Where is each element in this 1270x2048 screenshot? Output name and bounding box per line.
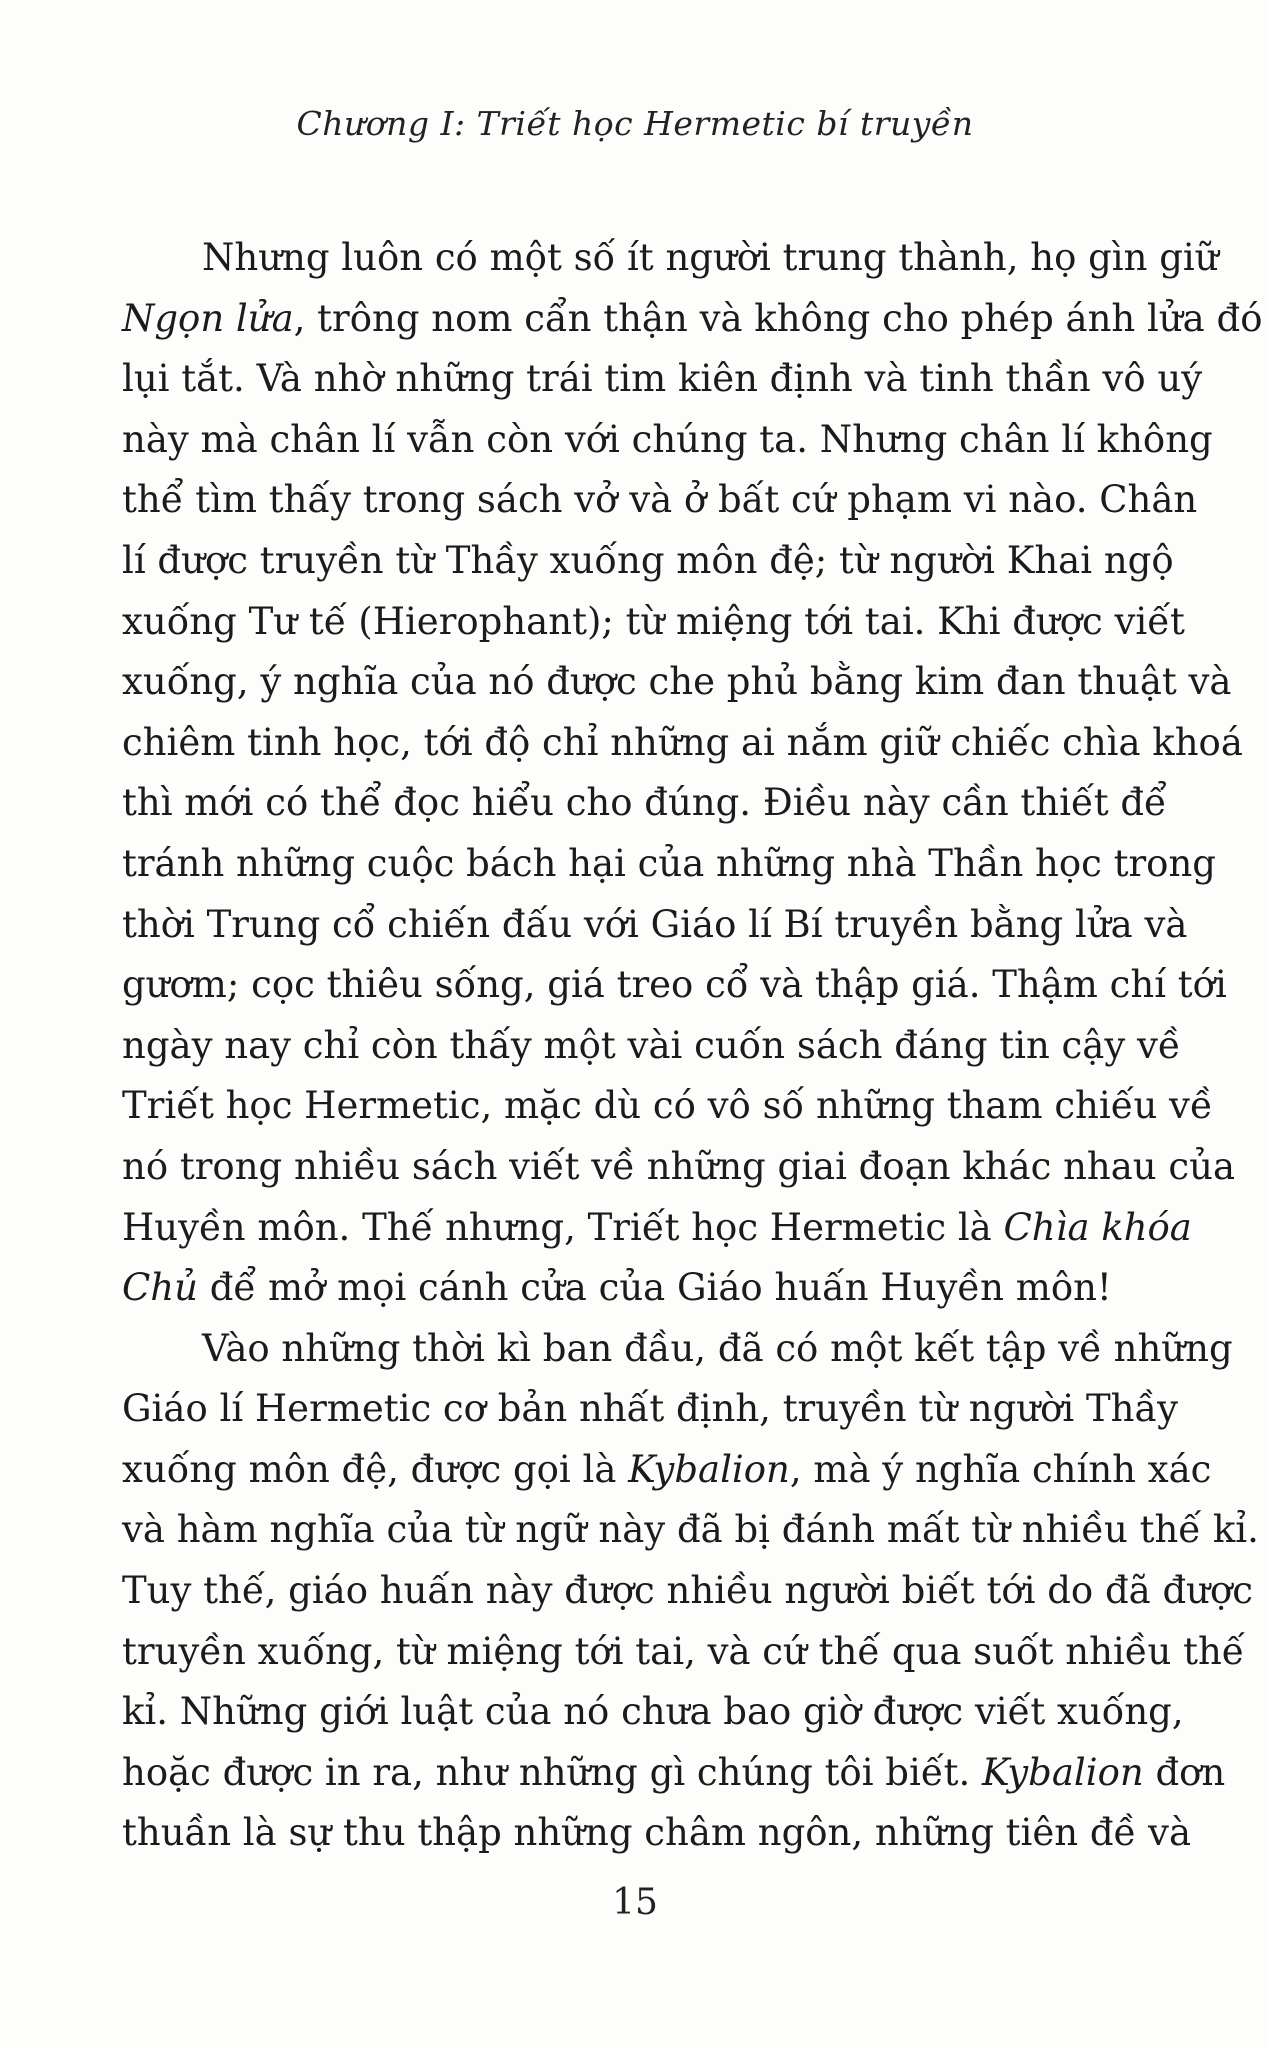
text-run: , mà ý nghĩa chính xác	[789, 1447, 1212, 1491]
text-line	[122, 1198, 1192, 1259]
page-number: 15	[612, 1882, 658, 1923]
text-line	[122, 955, 1227, 1016]
text-line	[122, 834, 1216, 895]
text-run: thể tìm thấy trong sách vở và ở bất cứ phạm vi nào. Chân	[122, 478, 1198, 522]
text-run: hoặc được in ra, như những gì chúng tôi biết.	[122, 1750, 982, 1794]
text-run: Tuy thế, giáo huấn này được nhiều người biết tới do đã được	[122, 1569, 1253, 1613]
text-line	[122, 1440, 1212, 1501]
text-run: truyền xuống, từ miệng tới tai, và cứ thế qua suốt nhiều thế	[122, 1629, 1245, 1673]
text-run: tránh những cuộc bách hại của những nhà Thần học trong	[122, 841, 1216, 885]
text-run: xuống, ý nghĩa của nó được che phủ bằng kim đan thuật và	[122, 660, 1232, 704]
text-run: thuần là sự thu thập những châm ngôn, những tiên đề và	[122, 1811, 1192, 1855]
text-line	[122, 228, 1219, 289]
text-line	[122, 1258, 1125, 1319]
text-run: lí được truyền từ Thầy xuống môn đệ; từ người Khai ngộ	[122, 538, 1174, 582]
text-run: Nhưng luôn có một số ít người trung thành, họ gìn giữ	[202, 236, 1219, 279]
text-line	[122, 1743, 1226, 1804]
italic-text: Chủ	[122, 1266, 198, 1310]
text-run: thời Trung cổ chiến đấu với Giáo lí Bí truyền bằng lửa và	[122, 902, 1188, 946]
text-run: Vào những thời kì ban đầu, đã có một kết tập về những	[202, 1326, 1233, 1370]
text-line	[122, 592, 1185, 653]
text-run: lụi tắt. Và nhờ những trái tim kiên định và tinh thần vô uý	[122, 357, 1203, 401]
text-run: kỉ. Những giới luật của nó chưa bao giờ được viết xuống,	[122, 1690, 1184, 1734]
text-line	[122, 289, 1263, 350]
text-line	[122, 1319, 1233, 1380]
text-run: gươm; cọc thiêu sống, giá treo cổ và thập giá. Thậm chí tới	[122, 963, 1227, 1007]
text-run: thì mới có thể đọc hiểu cho đúng. Điều này cần thiết để	[122, 781, 1167, 825]
text-line	[122, 1076, 1213, 1137]
italic-text: Ngọn lửa	[122, 296, 294, 340]
body-text	[122, 228, 1263, 1864]
text-run: đơn	[1143, 1750, 1226, 1794]
text-line	[122, 531, 1174, 592]
paragraph-2	[122, 1319, 1259, 1864]
text-line	[122, 895, 1188, 956]
text-line	[122, 1622, 1245, 1683]
text-run: và hàm nghĩa của từ ngữ này đã bị đánh mất từ nhiều thế kỉ.	[122, 1508, 1259, 1552]
text-run: này mà chân lí vẫn còn với chúng ta. Nhưng chân lí không	[122, 417, 1213, 461]
text-line	[122, 1803, 1192, 1864]
text-run: nó trong nhiều sách viết về những giai đoạn khác nhau của	[122, 1144, 1235, 1188]
paragraph-1	[122, 228, 1263, 1319]
text-line	[122, 470, 1198, 531]
text-line	[122, 1682, 1184, 1743]
text-run: chiêm tinh học, tới độ chỉ những ai nắm giữ chiếc chìa khoá	[122, 720, 1243, 764]
text-line	[122, 1561, 1253, 1622]
text-run: xuống Tư tế (Hierophant); từ miệng tới tai. Khi được viết	[122, 599, 1185, 643]
text-run: , trông nom cẩn thận và không cho phép ánh lửa đó	[293, 296, 1263, 340]
text-line	[122, 1137, 1235, 1198]
text-line	[122, 410, 1213, 471]
text-run: Triết học Hermetic, mặc dù có vô số những tham chiếu về	[122, 1084, 1213, 1128]
text-run: Huyền môn. Thế nhưng, Triết học Hermetic là	[122, 1205, 1004, 1249]
text-line	[122, 713, 1243, 774]
text-line	[122, 1500, 1259, 1561]
text-run: để mở mọi cánh cửa của Giáo huấn Huyền môn!	[197, 1266, 1112, 1310]
text-line	[122, 1016, 1181, 1077]
running-header: Chương I: Triết học Hermetic bí truyền	[296, 104, 974, 143]
italic-text: Kybalion	[981, 1750, 1144, 1794]
text-run: xuống môn đệ, được gọi là	[122, 1447, 629, 1491]
text-run: Giáo lí Hermetic cơ bản nhất định, truyền từ người Thầy	[122, 1387, 1179, 1431]
text-run: ngày nay chỉ còn thấy một vài cuốn sách đáng tin cậy về	[122, 1023, 1181, 1067]
text-line	[122, 349, 1203, 410]
text-line	[122, 1379, 1179, 1440]
italic-text: Kybalion	[628, 1447, 790, 1491]
text-line	[122, 773, 1167, 834]
italic-text: Chìa khóa	[1003, 1205, 1192, 1249]
text-line	[122, 652, 1232, 713]
